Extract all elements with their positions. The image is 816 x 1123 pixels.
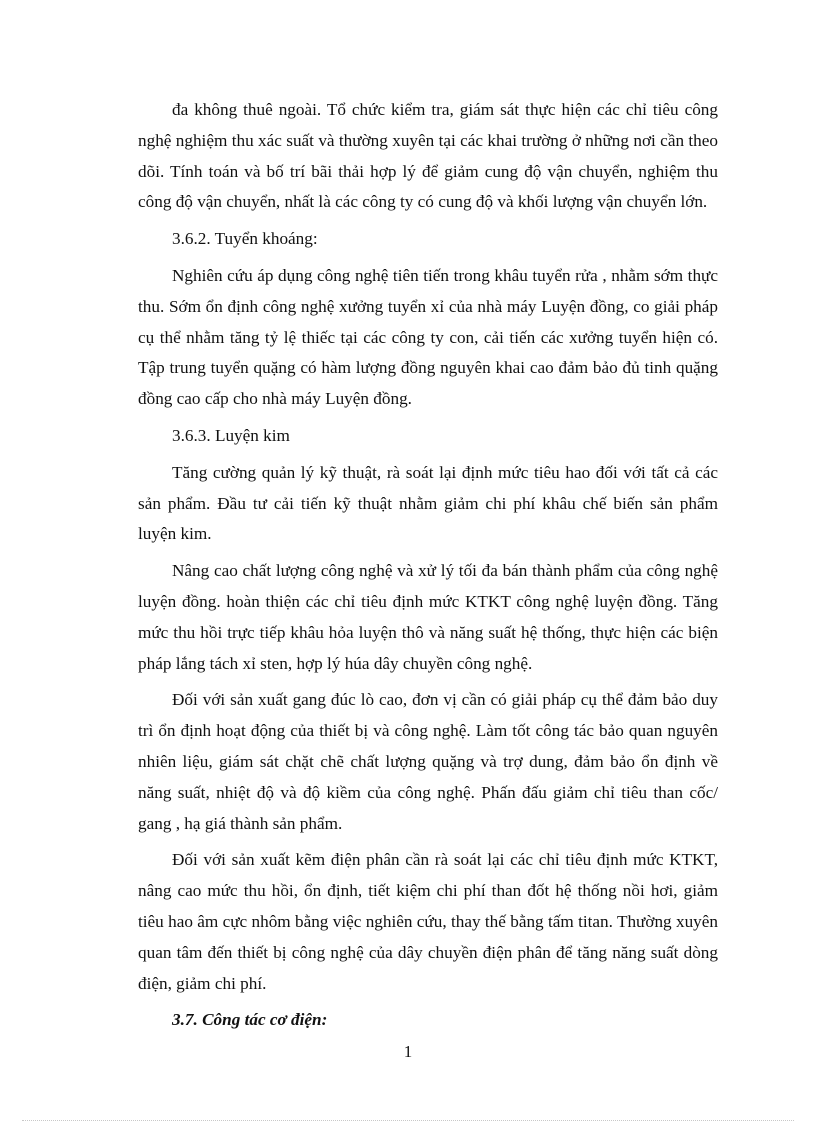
- paragraph-intro: đa không thuê ngoài. Tổ chức kiểm tra, giám sát thực hiện các chỉ tiêu công nghệ nghiệm thu xác suất và thường xuyên tại các khai trường ở những nơi cần theo dõi. Tính toán và bố trí bãi thải hợp lý để giảm cung độ vận chuyển, nghiệm thu công độ vận chuyển, nhất là các công ty có cung độ và khối lượng vận chuyển lớn.: [138, 100, 718, 212]
- paragraph-gang: Đối với sản xuất gang đúc lò cao, đơn vị cần có giải pháp cụ thể đảm bảo duy trì ổn định hoạt động của thiết bị và công nghệ. Làm tốt công tác bảo quan nguyên nhiên liệu, giám sát chặt chẽ chất lượng quặng và trợ dung, đảm bảo ổn định về năng suất, nhiệt độ và độ kiềm của công nghệ. Phấn đấu giảm chỉ tiêu than cốc/ gang , hạ giá thành sản phẩm.: [138, 690, 718, 833]
- paragraph-kem: Đối với sản xuất kẽm điện phân cần rà soát lại các chỉ tiêu định mức KTKT, nâng cao mức thu hồi, ổn định, tiết kiệm chi phí than đốt hệ thống nồi hơi, giảm tiêu hao âm cực nhôm bằng việc nghiên cứu, thay thế bằng tấm titan. Thường xuyên quan tâm đến thiết bị công nghệ của dây chuyền điện phân để tăng năng suất dòng điện, giảm chi phí.: [138, 850, 718, 993]
- page-number: 1: [403, 1042, 413, 1061]
- heading-3-7: 3.7. Công tác cơ điện:: [172, 1010, 328, 1030]
- paragraph-luyen-kim-2: Nâng cao chất lượng công nghệ và xử lý tối đa bán thành phẩm của công nghệ luyện đồng. hoàn thiện các chỉ tiêu định mức KTKT công nghệ luyện đồng. Tăng mức thu hồi trực tiếp khâu hỏa luyện thô và năng suất hệ thống, thực hiện các biện pháp lắng tách xỉ sten, hợp lý húa dây chuyền công nghệ.: [138, 561, 718, 673]
- heading-3-6-2: 3.6.2. Tuyển khoáng:: [172, 229, 318, 249]
- paragraph-luyen-kim-1: Tăng cường quản lý kỹ thuật, rà soát lại định mức tiêu hao đối với tất cả các sản phẩm. Đầu tư cải tiến kỹ thuật nhằm giảm chi phí khâu chế biến sản phẩm luyện kim.: [138, 462, 718, 544]
- page-content: [138, 95, 718, 1042]
- footer-rule: [22, 1120, 794, 1121]
- heading-3-6-3: 3.6.3. Luyện kim: [172, 425, 290, 445]
- paragraph-tuyen-khoang: Nghiên cứu áp dụng công nghệ tiên tiến trong khâu tuyển rửa , nhằm sớm thực thu. Sớm ổn định công nghệ xưởng tuyển xỉ của nhà máy Luyện đồng, co giải pháp cụ thể nhằm tăng tỷ lệ thiếc tại các công ty con, cải tiến các xưởng tuyển hiện có. Tập trung tuyển quặng có hàm lượng đồng nguyên khai cao đảm bảo đủ tinh quặng đồng cao cấp cho nhà máy Luyện đồng.: [138, 265, 718, 409]
